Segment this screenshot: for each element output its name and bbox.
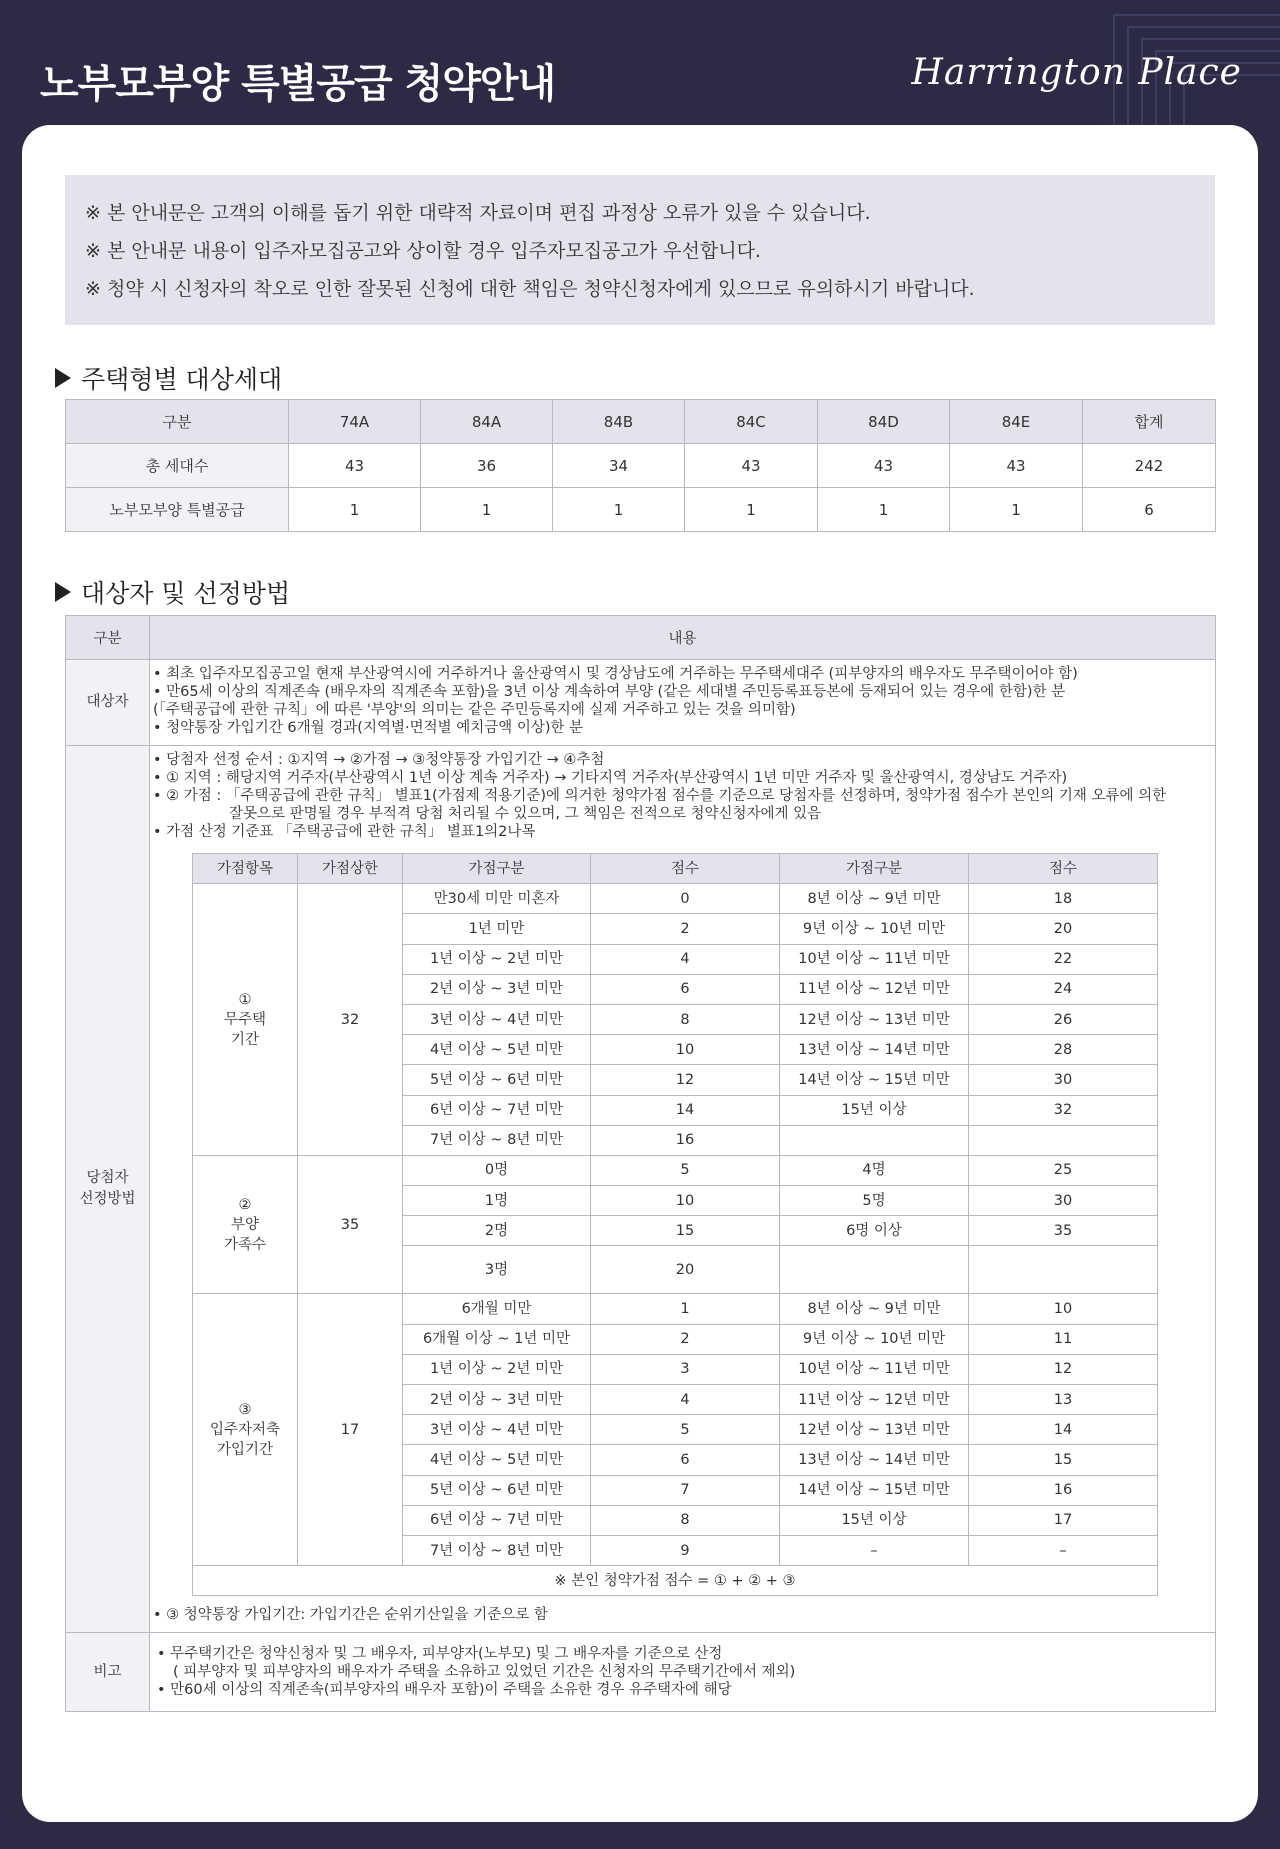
table-cell: 8년 이상 ~ 9년 미만 — [780, 1294, 969, 1324]
table-cell: 5년 이상 ~ 6년 미만 — [403, 1065, 591, 1095]
content-line: • ② 가점 : 「주택공급에 관한 규칙」 별표1(가점제 적용기준)에 의거한 청약가점 점수를 기준으로 당첨자를 선정하며, 청약가점 점수가 본인의 기재 오류에 의한 — [153, 788, 1167, 804]
target-row — [66, 660, 1216, 746]
table-cell: 4 — [591, 1385, 780, 1415]
table-cell: 5 — [591, 1415, 780, 1445]
table-cell: 4년 이상 ~ 5년 미만 — [403, 1445, 591, 1475]
table-cell: 13년 이상 ~ 14년 미만 — [780, 1445, 969, 1475]
table-cell: 242 — [1083, 444, 1216, 488]
header-cell: 구분 — [66, 616, 150, 660]
content-line: • 만65세 이상의 직계존속 (배우자의 직계존속 포함)을 3년 이상 계속하여 부양 (같은 세대별 주민등록표등본에 등재되어 있는 경우에 한함)한 분 — [153, 684, 1066, 700]
table-cell: 22 — [969, 944, 1158, 974]
table-cell: 2년 이상 ~ 3년 미만 — [403, 974, 591, 1004]
table-cell: 43 — [818, 444, 950, 488]
table-cell: 3명 — [403, 1246, 591, 1294]
content-line: • ① 지역 : 해당지역 거주자(부산광역시 1년 이상 계속 거주자) → 기타지역 거주자(부산광역시 1년 미만 거주자 및 울산광역시, 경상남도 거주자) — [153, 770, 1068, 786]
score-item: ② 부양 가족수 — [193, 1155, 298, 1294]
score-table — [192, 853, 1158, 1596]
remarks-content — [150, 1633, 1216, 1712]
table-cell: 10 — [969, 1294, 1158, 1324]
content-line: • 청약통장 가입기간 6개월 경과(지역별·면적별 예치금액 이상)한 분 — [153, 720, 584, 736]
table-cell: 17 — [969, 1505, 1158, 1535]
header-cell: 84D — [818, 400, 950, 444]
table-cell: 6개월 미만 — [403, 1294, 591, 1324]
table-cell: 6 — [1083, 488, 1216, 532]
content-line: • 최초 입주자모집공고일 현재 부산광역시에 거주하거나 울산광역시 및 경상남도에 거주하는 무주택세대주 (피부양자의 배우자도 무주택이어야 함) — [153, 666, 1078, 682]
notice-line: ※ 본 안내문은 고객의 이해를 돕기 위한 대략적 자료이며 편집 과정상 오류가 있을 수 있습니다. — [85, 202, 871, 224]
table-cell: 43 — [950, 444, 1083, 488]
table-cell: 32 — [969, 1095, 1158, 1125]
triangle-bullet-icon — [55, 368, 71, 388]
table-cell: 1명 — [403, 1186, 591, 1216]
table-row — [66, 488, 1216, 532]
table-cell: 11 — [969, 1324, 1158, 1354]
table-cell — [780, 1125, 969, 1155]
header-cell: 내용 — [150, 616, 1216, 660]
notice-line: ※ 본 안내문 내용이 입주자모집공고와 상이할 경우 입주자모집공고가 우선합니다. — [85, 240, 761, 262]
category-label: 비고 — [66, 1633, 150, 1712]
content-line: ( 피부양자 및 피부양자의 배우자가 주택을 소유하고 있었던 기간은 신청자의 무주택기간에서 제외) — [173, 1664, 796, 1681]
table-cell — [969, 1246, 1158, 1294]
table-cell: 30 — [969, 1186, 1158, 1216]
table-cell: 7년 이상 ~ 8년 미만 — [403, 1125, 591, 1155]
score-row — [193, 1155, 1158, 1185]
table-cell: – — [969, 1535, 1158, 1565]
score-total-formula: ※ 본인 청약가점 점수 = ① + ② + ③ — [193, 1566, 1158, 1596]
content-card — [22, 125, 1258, 1822]
selection-content — [150, 746, 1216, 1633]
score-max: 35 — [298, 1155, 403, 1294]
content-line: • 가점 산정 기준표 「주택공급에 관한 규칙」 별표1의2나목 — [153, 824, 536, 840]
score-header-row — [193, 854, 1158, 884]
table-cell: 30 — [969, 1065, 1158, 1095]
table-cell: 7년 이상 ~ 8년 미만 — [403, 1535, 591, 1565]
selection-method-table — [65, 615, 1216, 1712]
header-cell: 합계 — [1083, 400, 1216, 444]
table-cell: 5년 이상 ~ 6년 미만 — [403, 1475, 591, 1505]
table-cell: 26 — [969, 1004, 1158, 1034]
header-cell: 점수 — [969, 854, 1158, 884]
table-header-row — [66, 616, 1216, 660]
table-cell: 36 — [421, 444, 553, 488]
table-cell: 1 — [289, 488, 421, 532]
table-cell: 14년 이상 ~ 15년 미만 — [780, 1065, 969, 1095]
table-cell: 6 — [591, 974, 780, 1004]
brand-logo: Harrington Place — [911, 52, 1242, 93]
table-cell: 10 — [591, 1186, 780, 1216]
score-max: 17 — [298, 1294, 403, 1566]
content-line: (「주택공급에 관한 규칙」에 따른 '부양'의 의미는 같은 주민등록지에 실제 거주하고 있는 것을 의미함) — [153, 702, 796, 718]
table-cell: 43 — [289, 444, 421, 488]
page-title: 노부모부양 특별공급 청약안내 — [40, 61, 556, 107]
table-cell: 1 — [818, 488, 950, 532]
section-title-selection: 대상자 및 선정방법 — [55, 574, 290, 610]
table-cell: 5명 — [780, 1186, 969, 1216]
table-cell: 8 — [591, 1004, 780, 1034]
content-line: • 무주택기간은 청약신청자 및 그 배우자, 피부양자(노부모) 및 그 배우자를 기준으로 산정 — [157, 1646, 723, 1663]
table-cell: 10 — [591, 1035, 780, 1065]
content-line: • 당첨자 선정 순서 : ①지역 → ②가점 → ③청약통장 가입기간 → ④추첨 — [153, 752, 605, 768]
table-cell: 12 — [591, 1065, 780, 1095]
table-cell: 25 — [969, 1155, 1158, 1185]
table-cell: 35 — [969, 1216, 1158, 1246]
header-cell: 84C — [685, 400, 818, 444]
table-cell: 12 — [969, 1354, 1158, 1384]
table-cell: 15 — [969, 1445, 1158, 1475]
score-total-row — [193, 1566, 1158, 1596]
table-cell: 2 — [591, 914, 780, 944]
table-cell: 4년 이상 ~ 5년 미만 — [403, 1035, 591, 1065]
table-cell: 6년 이상 ~ 7년 미만 — [403, 1095, 591, 1125]
score-item: ① 무주택 기간 — [193, 884, 298, 1156]
table-cell: 3 — [591, 1354, 780, 1384]
score-row — [193, 884, 1158, 914]
table-cell: 6 — [591, 1445, 780, 1475]
selection-row — [66, 746, 1216, 1633]
table-cell: 10년 이상 ~ 11년 미만 — [780, 944, 969, 974]
table-cell: 15 — [591, 1216, 780, 1246]
table-cell — [780, 1246, 969, 1294]
table-cell: 만30세 미만 미혼자 — [403, 884, 591, 914]
score-max: 32 — [298, 884, 403, 1156]
table-cell: 8 — [591, 1505, 780, 1535]
header-cell: 가점상한 — [298, 854, 403, 884]
section-title-units: 주택형별 대상세대 — [55, 360, 282, 396]
table-header-row — [66, 400, 1216, 444]
header-cell: 가점항목 — [193, 854, 298, 884]
table-cell: 16 — [969, 1475, 1158, 1505]
row-label: 노부모부양 특별공급 — [66, 488, 289, 532]
header-cell: 가점구분 — [780, 854, 969, 884]
table-cell: 15년 이상 — [780, 1095, 969, 1125]
table-cell: 2명 — [403, 1216, 591, 1246]
table-cell: 6년 이상 ~ 7년 미만 — [403, 1505, 591, 1535]
table-cell: 10년 이상 ~ 11년 미만 — [780, 1354, 969, 1384]
table-cell: 9 — [591, 1535, 780, 1565]
table-cell: 11년 이상 ~ 12년 미만 — [780, 1385, 969, 1415]
table-cell: 9년 이상 ~ 10년 미만 — [780, 914, 969, 944]
table-cell: 20 — [591, 1246, 780, 1294]
header-cell: 구분 — [66, 400, 289, 444]
table-cell: 6명 이상 — [780, 1216, 969, 1246]
header-cell: 84E — [950, 400, 1083, 444]
table-cell: 16 — [591, 1125, 780, 1155]
table-cell: 1년 이상 ~ 2년 미만 — [403, 944, 591, 974]
table-cell: 15년 이상 — [780, 1505, 969, 1535]
table-cell: 13년 이상 ~ 14년 미만 — [780, 1035, 969, 1065]
notice-box — [65, 175, 1215, 325]
table-cell: 20 — [969, 914, 1158, 944]
table-cell: 4 — [591, 944, 780, 974]
table-cell: 43 — [685, 444, 818, 488]
header-cell: 84B — [553, 400, 685, 444]
table-cell: 1 — [553, 488, 685, 532]
table-cell: 9년 이상 ~ 10년 미만 — [780, 1324, 969, 1354]
header-cell: 가점구분 — [403, 854, 591, 884]
table-cell: 1 — [685, 488, 818, 532]
table-cell: 6개월 이상 ~ 1년 미만 — [403, 1324, 591, 1354]
unit-count-table — [65, 399, 1216, 532]
score-item: ③ 입주자저축 가입기간 — [193, 1294, 298, 1566]
table-cell: 4명 — [780, 1155, 969, 1185]
target-content — [150, 660, 1216, 746]
table-cell: 14 — [969, 1415, 1158, 1445]
remarks-row — [66, 1633, 1216, 1712]
table-cell: 12년 이상 ~ 13년 미만 — [780, 1004, 969, 1034]
table-cell: 18 — [969, 884, 1158, 914]
table-cell: 2년 이상 ~ 3년 미만 — [403, 1385, 591, 1415]
header-cell: 74A — [289, 400, 421, 444]
table-cell: 28 — [969, 1035, 1158, 1065]
content-line: • ③ 청약통장 가입기간: 가입기간은 순위기산일을 기준으로 함 — [153, 1607, 548, 1624]
table-cell: 11년 이상 ~ 12년 미만 — [780, 974, 969, 1004]
row-label: 총 세대수 — [66, 444, 289, 488]
score-row — [193, 1294, 1158, 1324]
table-cell: 7 — [591, 1475, 780, 1505]
category-label: 대상자 — [66, 660, 150, 746]
content-line: 잘못으로 판명될 경우 부적격 당첨 처리될 수 있으며, 그 책임은 전적으로 청약신청자에게 있음 — [229, 806, 822, 822]
table-cell: 3년 이상 ~ 4년 미만 — [403, 1004, 591, 1034]
table-cell: 2 — [591, 1324, 780, 1354]
table-cell: 3년 이상 ~ 4년 미만 — [403, 1415, 591, 1445]
table-cell: 34 — [553, 444, 685, 488]
table-cell — [969, 1125, 1158, 1155]
table-cell: 12년 이상 ~ 13년 미만 — [780, 1415, 969, 1445]
table-cell: 1년 미만 — [403, 914, 591, 944]
header-cell: 점수 — [591, 854, 780, 884]
table-cell: 0 — [591, 884, 780, 914]
table-cell: – — [780, 1535, 969, 1565]
table-cell: 14 — [591, 1095, 780, 1125]
table-cell: 1년 이상 ~ 2년 미만 — [403, 1354, 591, 1384]
table-cell: 8년 이상 ~ 9년 미만 — [780, 884, 969, 914]
notice-line: ※ 청약 시 신청자의 착오로 인한 잘못된 신청에 대한 책임은 청약신청자에게 있으므로 유의하시기 바랍니다. — [85, 278, 975, 300]
category-label: 당첨자 선정방법 — [66, 746, 150, 1633]
table-cell: 1 — [950, 488, 1083, 532]
content-line: • 만60세 이상의 직계존속(피부양자의 배우자 포함)이 주택을 소유한 경우 유주택자에 해당 — [157, 1682, 732, 1699]
table-cell: 1 — [591, 1294, 780, 1324]
table-cell: 5 — [591, 1155, 780, 1185]
header-cell: 84A — [421, 400, 553, 444]
table-cell: 1 — [421, 488, 553, 532]
table-cell: 24 — [969, 974, 1158, 1004]
page-header — [0, 0, 1280, 125]
table-cell: 0명 — [403, 1155, 591, 1185]
triangle-bullet-icon — [55, 582, 71, 602]
table-cell: 13 — [969, 1385, 1158, 1415]
table-row — [66, 444, 1216, 488]
table-cell: 14년 이상 ~ 15년 미만 — [780, 1475, 969, 1505]
